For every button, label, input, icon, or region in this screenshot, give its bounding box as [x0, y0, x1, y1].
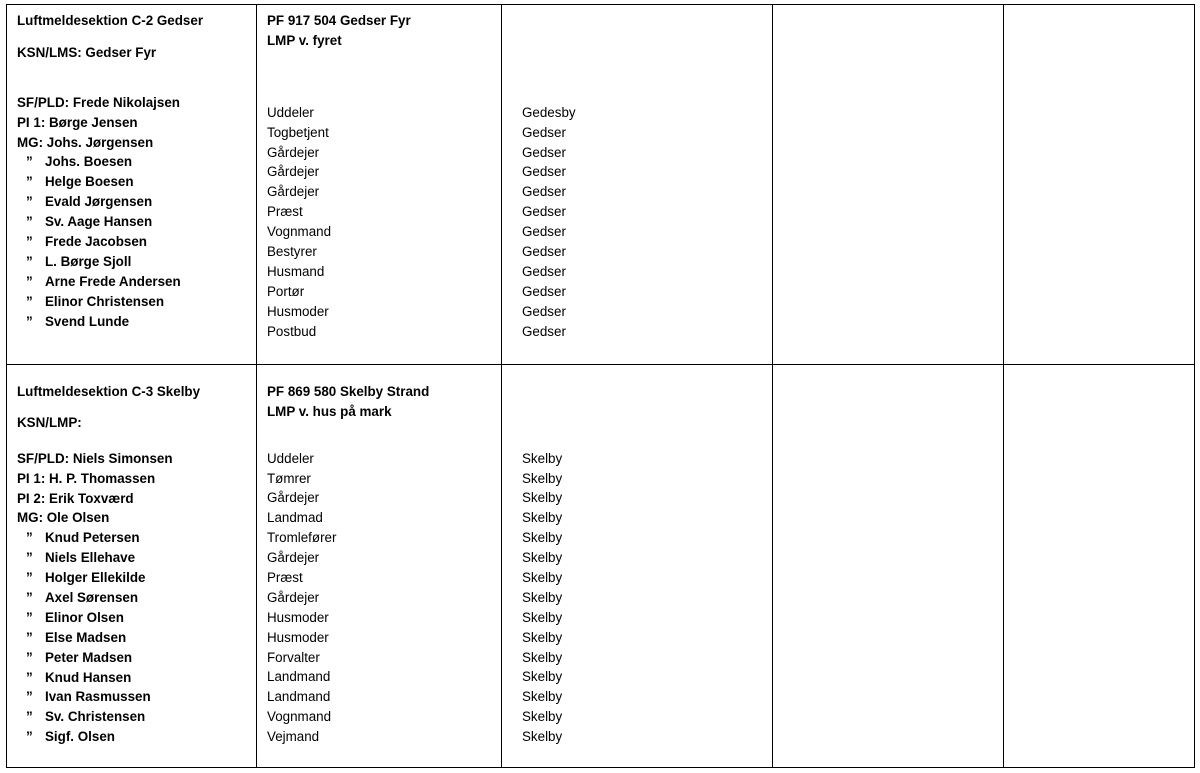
ditto-mark: ”	[26, 590, 33, 606]
member-name: Elinor Olsen	[45, 609, 124, 625]
member-name-row	[17, 687, 256, 707]
ditto-mark: ”	[26, 214, 33, 230]
section-title: Luftmeldesektion C-3 Skelby	[17, 384, 201, 399]
section-town-cell	[502, 365, 773, 768]
member-name: Sv. Aage Hansen	[45, 214, 153, 230]
member-name: Frede Jacobsen	[45, 234, 147, 250]
member-names-list	[17, 93, 256, 332]
member-town: Skelby	[522, 570, 563, 586]
member-name-row	[17, 668, 256, 688]
member-occupation: Gårdejer	[267, 164, 320, 180]
member-town: Gedser	[522, 323, 566, 339]
member-role: PI 2:	[17, 490, 46, 506]
member-occupation: Vognmand	[267, 224, 332, 240]
member-occupation: Togbetjent	[267, 124, 329, 140]
ditto-mark: ”	[26, 253, 33, 269]
ditto-mark: ”	[26, 689, 33, 705]
ditto-mark: ”	[26, 174, 33, 190]
member-occupations-list	[267, 103, 501, 342]
member-occupation: Præst	[267, 570, 303, 586]
member-name: Erik Toxværd	[49, 490, 134, 506]
member-name-row	[17, 232, 256, 252]
member-occupation: Præst	[267, 204, 303, 220]
member-name: Frede Nikolajsen	[72, 94, 180, 110]
member-name-row	[17, 489, 256, 509]
ditto-mark: ”	[26, 293, 33, 309]
member-name-row	[17, 588, 256, 608]
member-name: Holger Ellekilde	[45, 570, 146, 586]
member-town: Gedser	[522, 124, 566, 140]
empty-cell	[773, 5, 1004, 365]
ditto-mark: ”	[26, 154, 33, 170]
member-town: Skelby	[522, 609, 563, 625]
member-name-row	[17, 469, 256, 489]
ditto-mark: ”	[26, 530, 33, 546]
member-name: Knud Petersen	[45, 530, 140, 546]
ditto-mark: ”	[26, 609, 33, 625]
member-occupation: Landmad	[267, 510, 323, 526]
member-occupation: Landmand	[267, 689, 331, 705]
member-town: Gedesby	[522, 104, 576, 120]
member-occupation: Vognmand	[267, 709, 332, 725]
section-names-cell	[7, 5, 257, 365]
member-town: Gedser	[522, 144, 566, 160]
member-occupation: Tromlefører	[267, 530, 337, 546]
member-name: Knud Hansen	[45, 669, 132, 685]
member-name-row	[17, 152, 256, 172]
member-occupation: Husmoder	[267, 609, 329, 625]
member-name: Arne Frede Andersen	[45, 273, 181, 289]
member-name: Niels Ellehave	[45, 550, 136, 566]
member-name: Svend Lunde	[45, 313, 130, 329]
member-name: Ole Olsen	[46, 510, 110, 526]
member-town: Skelby	[522, 649, 563, 665]
member-town: Gedser	[522, 184, 566, 200]
ditto-mark: ”	[26, 234, 33, 250]
member-town: Skelby	[522, 589, 563, 605]
member-occupation: Vejmand	[267, 729, 320, 745]
member-town: Skelby	[522, 669, 563, 685]
member-town: Skelby	[522, 729, 563, 745]
member-occupation: Postbud	[267, 323, 317, 339]
member-occupation: Portør	[267, 283, 305, 299]
member-town: Skelby	[522, 629, 563, 645]
section-row-gedser	[7, 5, 1195, 365]
section-town-cell	[502, 5, 773, 365]
member-name-row	[17, 292, 256, 312]
ditto-mark: ”	[26, 194, 33, 210]
ditto-mark: ”	[26, 313, 33, 329]
member-town: Skelby	[522, 510, 563, 526]
member-occupation: Husmand	[267, 263, 325, 279]
member-town: Gedser	[522, 263, 566, 279]
section-row-skelby	[7, 365, 1195, 768]
member-name-row	[17, 508, 256, 528]
member-name-row	[17, 707, 256, 727]
member-name-row	[17, 548, 256, 568]
ditto-mark: ”	[26, 729, 33, 745]
member-town: Gedser	[522, 283, 566, 299]
member-name: Børge Jensen	[49, 114, 138, 130]
member-name: L. Børge Sjoll	[45, 253, 132, 269]
member-occupation: Uddeler	[267, 450, 314, 466]
ditto-mark: ”	[26, 273, 33, 289]
member-name-row	[17, 272, 256, 292]
member-town: Skelby	[522, 689, 563, 705]
member-towns-list	[522, 449, 772, 747]
member-occupation: Gårdejer	[267, 550, 320, 566]
member-towns-list	[522, 103, 772, 342]
member-town: Skelby	[522, 470, 563, 486]
member-occupation: Husmoder	[267, 629, 329, 645]
ditto-mark: ”	[26, 649, 33, 665]
ditto-mark: ”	[26, 629, 33, 645]
member-name-row	[17, 252, 256, 272]
member-town: Skelby	[522, 450, 563, 466]
section-title: Luftmeldesektion C-2 Gedser	[17, 13, 204, 28]
member-name-row	[17, 449, 256, 469]
member-role: SF/PLD:	[17, 450, 70, 466]
ditto-mark: ”	[26, 709, 33, 725]
member-name: Else Madsen	[45, 629, 127, 645]
member-name: Niels Simonsen	[72, 450, 173, 466]
member-name-row	[17, 528, 256, 548]
member-town: Skelby	[522, 530, 563, 546]
member-name: Sigf. Olsen	[45, 729, 115, 745]
section-occupation-cell	[257, 5, 502, 365]
pf-label: PF 869 580 Skelby Strand	[267, 384, 430, 399]
section-occupation-cell	[257, 365, 502, 768]
member-name-row	[17, 192, 256, 212]
empty-cell	[773, 365, 1004, 768]
member-role: MG:	[17, 510, 44, 526]
member-occupation: Gårdejer	[267, 144, 320, 160]
member-names-list	[17, 449, 256, 747]
section-names-cell	[7, 365, 257, 768]
member-name: H. P. Thomassen	[49, 470, 156, 486]
member-name-row	[17, 727, 256, 747]
member-town: Skelby	[522, 709, 563, 725]
member-occupation: Tømrer	[267, 470, 311, 486]
member-occupation: Landmand	[267, 669, 331, 685]
member-name: Helge Boesen	[45, 174, 134, 190]
member-occupation: Gårdejer	[267, 490, 320, 506]
member-town: Skelby	[522, 550, 563, 566]
member-role: PI 1:	[17, 470, 46, 486]
member-occupation: Gårdejer	[267, 589, 320, 605]
document-table	[6, 4, 1195, 768]
empty-cell	[1004, 365, 1195, 768]
member-name-row	[17, 312, 256, 332]
member-name: Peter Madsen	[45, 649, 133, 665]
member-occupation: Husmoder	[267, 303, 329, 319]
member-town: Gedser	[522, 244, 566, 260]
ditto-mark: ”	[26, 570, 33, 586]
lmp-label: LMP v. hus på mark	[267, 403, 392, 419]
member-name-row	[17, 568, 256, 588]
member-name-row	[17, 133, 256, 153]
ksn-label: KSN/LMS: Gedser Fyr	[17, 44, 157, 60]
member-town: Gedser	[522, 164, 566, 180]
ksn-label: KSN/LMP:	[17, 414, 82, 430]
member-role: SF/PLD:	[17, 94, 70, 110]
pf-label: PF 917 504 Gedser Fyr	[267, 13, 411, 28]
member-name: Sv. Christensen	[45, 709, 146, 725]
member-town: Skelby	[522, 490, 563, 506]
member-name: Axel Sørensen	[45, 590, 139, 606]
member-name-row	[17, 608, 256, 628]
member-name: Evald Jørgensen	[45, 194, 153, 210]
member-town: Gedser	[522, 204, 566, 220]
member-name-row	[17, 212, 256, 232]
member-name: Elinor Christensen	[45, 293, 165, 309]
member-name-row	[17, 93, 256, 113]
member-name: Johs. Boesen	[45, 154, 133, 170]
member-name-row	[17, 113, 256, 133]
member-name: Ivan Rasmussen	[45, 689, 151, 705]
ditto-mark: ”	[26, 550, 33, 566]
member-town: Gedser	[522, 303, 566, 319]
ditto-mark: ”	[26, 669, 33, 685]
member-occupation: Uddeler	[267, 104, 314, 120]
member-name-row	[17, 172, 256, 192]
member-occupations-list	[267, 449, 501, 747]
member-name-row	[17, 628, 256, 648]
member-occupation: Bestyrer	[267, 244, 317, 260]
member-name-row	[17, 648, 256, 668]
member-role: PI 1:	[17, 114, 46, 130]
lmp-label: LMP v. fyret	[267, 32, 342, 48]
member-town: Gedser	[522, 224, 566, 240]
member-name: Johs. Jørgensen	[46, 134, 154, 150]
empty-cell	[1004, 5, 1195, 365]
member-role: MG:	[17, 134, 44, 150]
member-occupation: Gårdejer	[267, 184, 320, 200]
member-occupation: Forvalter	[267, 649, 320, 665]
